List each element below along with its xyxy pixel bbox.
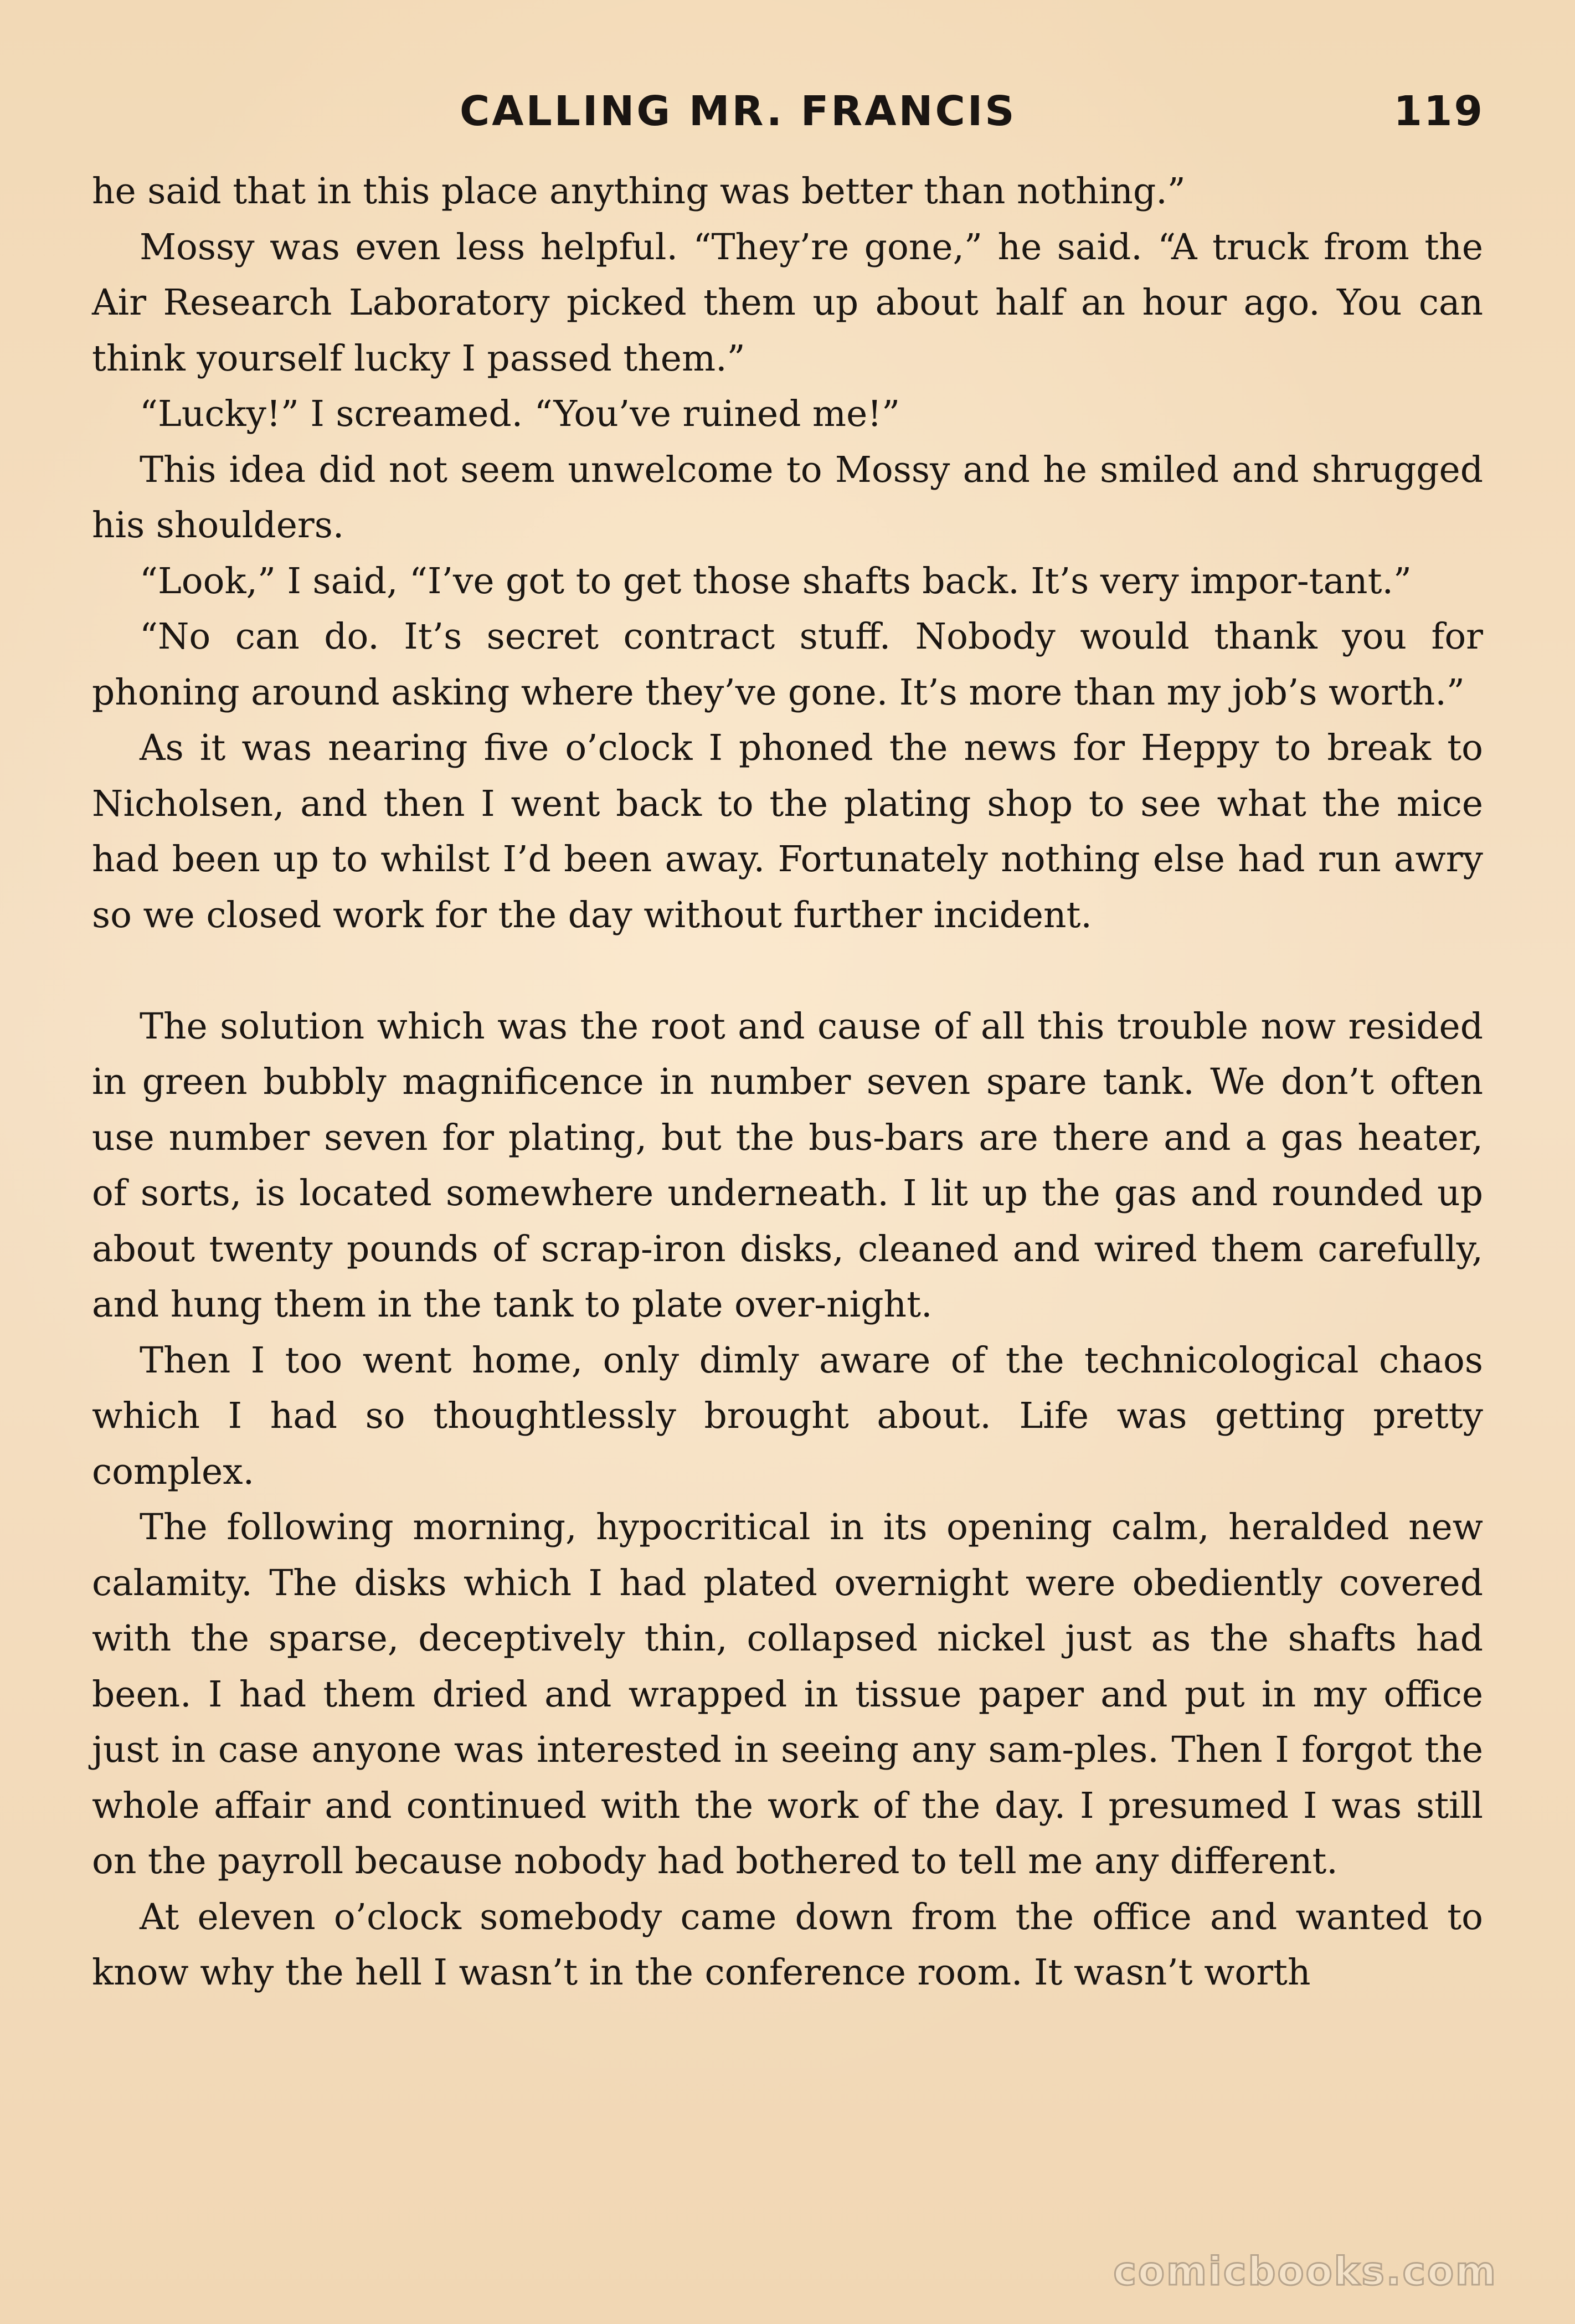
paragraph: Mossy was even less helpful. “They’re gone,” he said. “A truck from the Air Research Laboratory picked them up about half an hour ago. You can think yourself lucky I passed them.”: [92, 226, 1483, 379]
paragraph: Then I too went home, only dimly aware of the technicological chaos which I had so thoughtlessly brought about. Life was getting pretty complex.: [92, 1339, 1483, 1493]
watermark-logo: comicbooks.com: [1113, 2249, 1497, 2294]
paragraph: “No can do. It’s secret contract stuff. Nobody would thank you for phoning around asking where they’ve gone. It’s more than my job’s worth.”: [92, 616, 1483, 713]
paragraph: The following morning, hypocritical in its opening calm, heralded new calamity. The disks which I had plated overnight were obediently covered with the sparse, deceptively thin, collapsed nickel just as the shafts had been. I had them dried and wrapped in tissue paper and put in my office just in case anyone was interested in seeing any sam-ples. Then I forgot the whole affair and continued with the work of the day. I presumed I was still on the payroll because nobody had bothered to tell me any different.: [92, 1507, 1483, 1882]
paragraph-section-start: The solution which was the root and cause of all this trouble now resided in green bubbly magnificence in number seven spare tank. We don’t often use number seven for plating, but the bus-bars are there and a gas heater, of sorts, is located somewhere underneath. I lit up the gas and rounded up about twenty pounds of scrap-iron disks, cleaned and wired them carefully, and hung them in the tank to plate over-night.: [92, 1005, 1483, 1325]
page-header: [89, 83, 1484, 144]
body-text: [92, 164, 1483, 2001]
running-title: CALLING MR. FRANCIS: [460, 88, 1017, 135]
paragraph: As it was nearing five o’clock I phoned the news for Heppy to break to Nicholsen, and then I went back to the plating shop to see what the mice had been up to whilst I’d been away. Fortunately nothing else had run awry so we closed work for the day without further incident.: [92, 727, 1483, 936]
paragraph: “Look,” I said, “I’ve got to get those shafts back. It’s very impor-tant.”: [140, 560, 1412, 602]
paragraph: “Lucky!” I screamed. “You’ve ruined me!”: [140, 393, 900, 435]
paragraph: At eleven o’clock somebody came down from the office and wanted to know why the hell I wasn’t in the conference room. It wasn’t worth: [92, 1896, 1483, 1993]
paragraph-continued: he said that in this place anything was better than nothing.”: [92, 171, 1186, 212]
page-number: 119: [1393, 88, 1484, 135]
paragraph: This idea did not seem unwelcome to Mossy and he smiled and shrugged his shoulders.: [92, 449, 1483, 546]
